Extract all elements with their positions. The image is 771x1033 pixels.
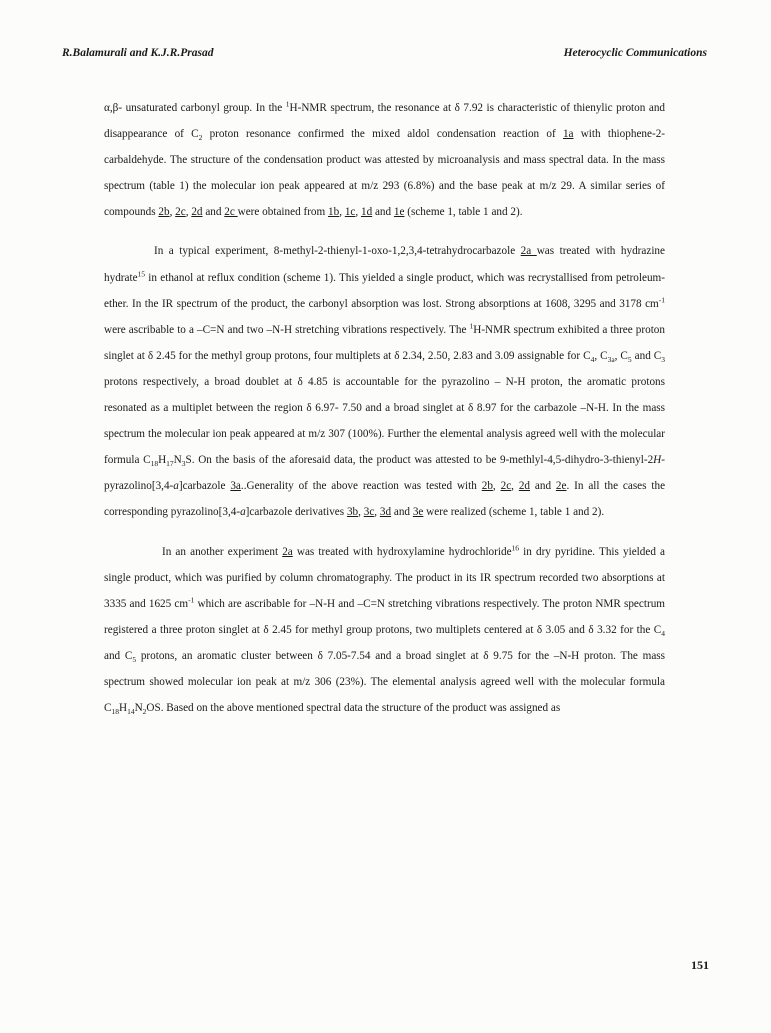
text: . In all the cases the corresponding pyrazolino[3,4- <box>104 480 666 519</box>
superscript: 1 <box>469 321 474 331</box>
paragraph-1 <box>104 95 665 225</box>
text: H <box>158 454 167 467</box>
text: H-NMR spectrum, the resonance at δ 7.92 is characteristic of thienylic proton and disappearance of C <box>104 102 666 141</box>
compound-ref: 3c <box>363 506 375 519</box>
text: , C <box>614 349 628 362</box>
text: were realized (scheme 1, table 1 and 2). <box>423 506 605 519</box>
paragraph-3 <box>104 539 665 722</box>
text: and <box>372 206 394 219</box>
text: (scheme 1, table 1 and 2). <box>404 206 523 219</box>
text: In a typical experiment, 8-methyl-2-thienyl-1-oxo-1,2,3,4-tetrahydrocarbazole <box>154 245 521 258</box>
text: were ascribable to a –C=N and two –N-H stretching vibrations respectively. The <box>104 323 470 336</box>
compound-ref: 2d <box>191 206 203 219</box>
text: protons, an aromatic cluster between δ 7.05-7.54 and a broad singlet at δ 9.75 for the –N-H proton. The mass spectrum showed molecular ion peak at m/z 306 (23%). The elemental analysis agreed well with the molecular formula C <box>104 649 665 715</box>
compound-ref: 2b <box>158 206 170 219</box>
compound-ref: 1d <box>360 206 373 219</box>
text: and C <box>631 349 662 362</box>
compound-ref: 2d <box>518 480 531 493</box>
subscript: 5 <box>132 655 137 665</box>
compound-ref: 2b <box>481 480 493 493</box>
compound-ref: 1e <box>393 206 405 219</box>
subscript: 5 <box>627 355 632 365</box>
running-header-authors: R.Balamurali and K.J.R.Prasad <box>62 47 214 59</box>
subscript: 2 <box>198 133 203 143</box>
compound-ref: 3e <box>412 506 424 519</box>
text: in dry pyridine. This yielded a single product, which was purified by column chromatography. The product in its IR spectrum recorded two absorptions at 3335 and 1625 cm <box>104 545 665 610</box>
text: which are ascribable for –N-H and –C=N stretching vibrations respectively. The proton NMR spectrum registered a three proton singlet at δ 2.45 for methyl group protons, two multiplets centered at δ 3.05 and δ 3.32 for the C <box>104 597 665 636</box>
superscript: 1 <box>285 99 290 109</box>
text: α,β- unsaturated carbonyl group. In the <box>104 102 286 114</box>
compound-ref: 2e <box>555 480 567 493</box>
italic-text: a <box>173 480 179 493</box>
compound-ref: 2c <box>224 206 238 219</box>
text: , <box>358 506 364 519</box>
subscript: 2 <box>142 707 147 717</box>
text: In an another experiment <box>162 545 283 558</box>
compound-ref: 1a <box>562 128 574 141</box>
running-header-journal: Heterocyclic Communications <box>563 47 707 59</box>
text: and <box>530 480 556 493</box>
text: , <box>374 506 380 519</box>
text: , <box>355 206 361 219</box>
text: with thiophene-2-carbaldehyde. The structure of the condensation product was attested by microanalysis and mass spectral data. In the mass spectrum (table 1) the molecular ion peak appeared at m/z 293 (6.8%) and the base peak at m/z 29. A similar series of compounds <box>104 128 666 219</box>
text: -pyrazolino[3,4- <box>104 454 665 493</box>
text: ]carbazole <box>178 480 231 493</box>
text: OS. Based on the above mentioned spectral data the structure of the product was assigned as <box>146 702 561 715</box>
text: and <box>391 506 413 519</box>
compound-ref: 2a <box>520 245 537 258</box>
subscript: 3 <box>181 459 186 469</box>
text: , <box>339 206 345 219</box>
text: , <box>492 480 501 493</box>
text: N <box>134 702 143 715</box>
text: , C <box>594 349 608 362</box>
compound-ref: 3a <box>230 480 241 493</box>
text: and <box>202 206 225 219</box>
text: , <box>185 206 192 219</box>
text: ..Generality of the above reaction was tested with <box>240 480 482 493</box>
text: ]carbazole derivatives <box>245 506 347 519</box>
italic-text: H <box>653 454 662 467</box>
superscript: -1 <box>658 294 665 304</box>
paragraph-2 <box>104 238 665 525</box>
superscript: -1 <box>188 594 195 604</box>
compound-ref: 3d <box>379 506 392 519</box>
subscript: 3a <box>607 355 615 365</box>
text: N <box>173 454 182 467</box>
subscript: 3 <box>661 355 665 365</box>
compound-ref: 1c <box>344 206 356 219</box>
superscript: 16 <box>511 542 520 552</box>
compound-ref: 2a <box>282 545 293 558</box>
text: S. On the basis of the aforesaid data, the product was attested to be 9-methlyl-4,5-dihydro-3-thienyl-2 <box>185 454 654 467</box>
body-text <box>104 95 665 721</box>
text: in ethanol at reflux condition (scheme 1). This yielded a single product, which was recrystallised from petroleum-ether. In the IR spectrum of the product, the carbonyl absorption was lost. Strong absorptions at 1608, 3295 and 3178 cm <box>104 271 665 310</box>
compound-ref: 3b <box>346 506 359 519</box>
compound-ref: 2c <box>175 206 186 219</box>
subscript: 4 <box>661 629 665 639</box>
text: H <box>118 702 128 715</box>
subscript: 14 <box>127 707 135 717</box>
compound-ref: 2c <box>500 480 512 493</box>
subscript: 4 <box>590 355 595 365</box>
text: was treated with hydrazine hydrate <box>104 245 665 284</box>
page-number: 151 <box>691 958 709 972</box>
subscript: 18 <box>150 459 159 469</box>
text: was treated with hydroxylamine hydrochloride <box>292 545 512 558</box>
text: H-NMR spectrum exhibited a three proton singlet at δ 2.45 for the methyl group protons, four multiplets at δ 2.34, 2.50, 2.83 and 3.09 assignable for C <box>104 323 665 362</box>
compound-ref: 1b <box>328 206 340 219</box>
subscript: 18 <box>111 707 119 717</box>
subscript: 17 <box>166 459 174 469</box>
text: proton resonance confirmed the mixed aldol condensation reaction of <box>202 128 563 141</box>
text: were obtained from <box>237 206 329 219</box>
text: and C <box>104 649 133 662</box>
superscript: 15 <box>137 268 146 278</box>
text: protons respectively, a broad doublet at δ 4.85 is accountable for the pyrazolino – N-H proton, the aromatic protons resonated as a multiplet between the region δ 6.97- 7.50 and a broad singlet at δ 8.97 for the carbazole –N-H. In the mass spectrum the molecular ion peak appeared at m/z 307 (100%). Further the elemental analysis agreed well with the molecular formula C <box>104 375 665 467</box>
text: , <box>169 206 176 219</box>
text: , <box>511 480 519 493</box>
italic-text: a <box>240 506 246 519</box>
